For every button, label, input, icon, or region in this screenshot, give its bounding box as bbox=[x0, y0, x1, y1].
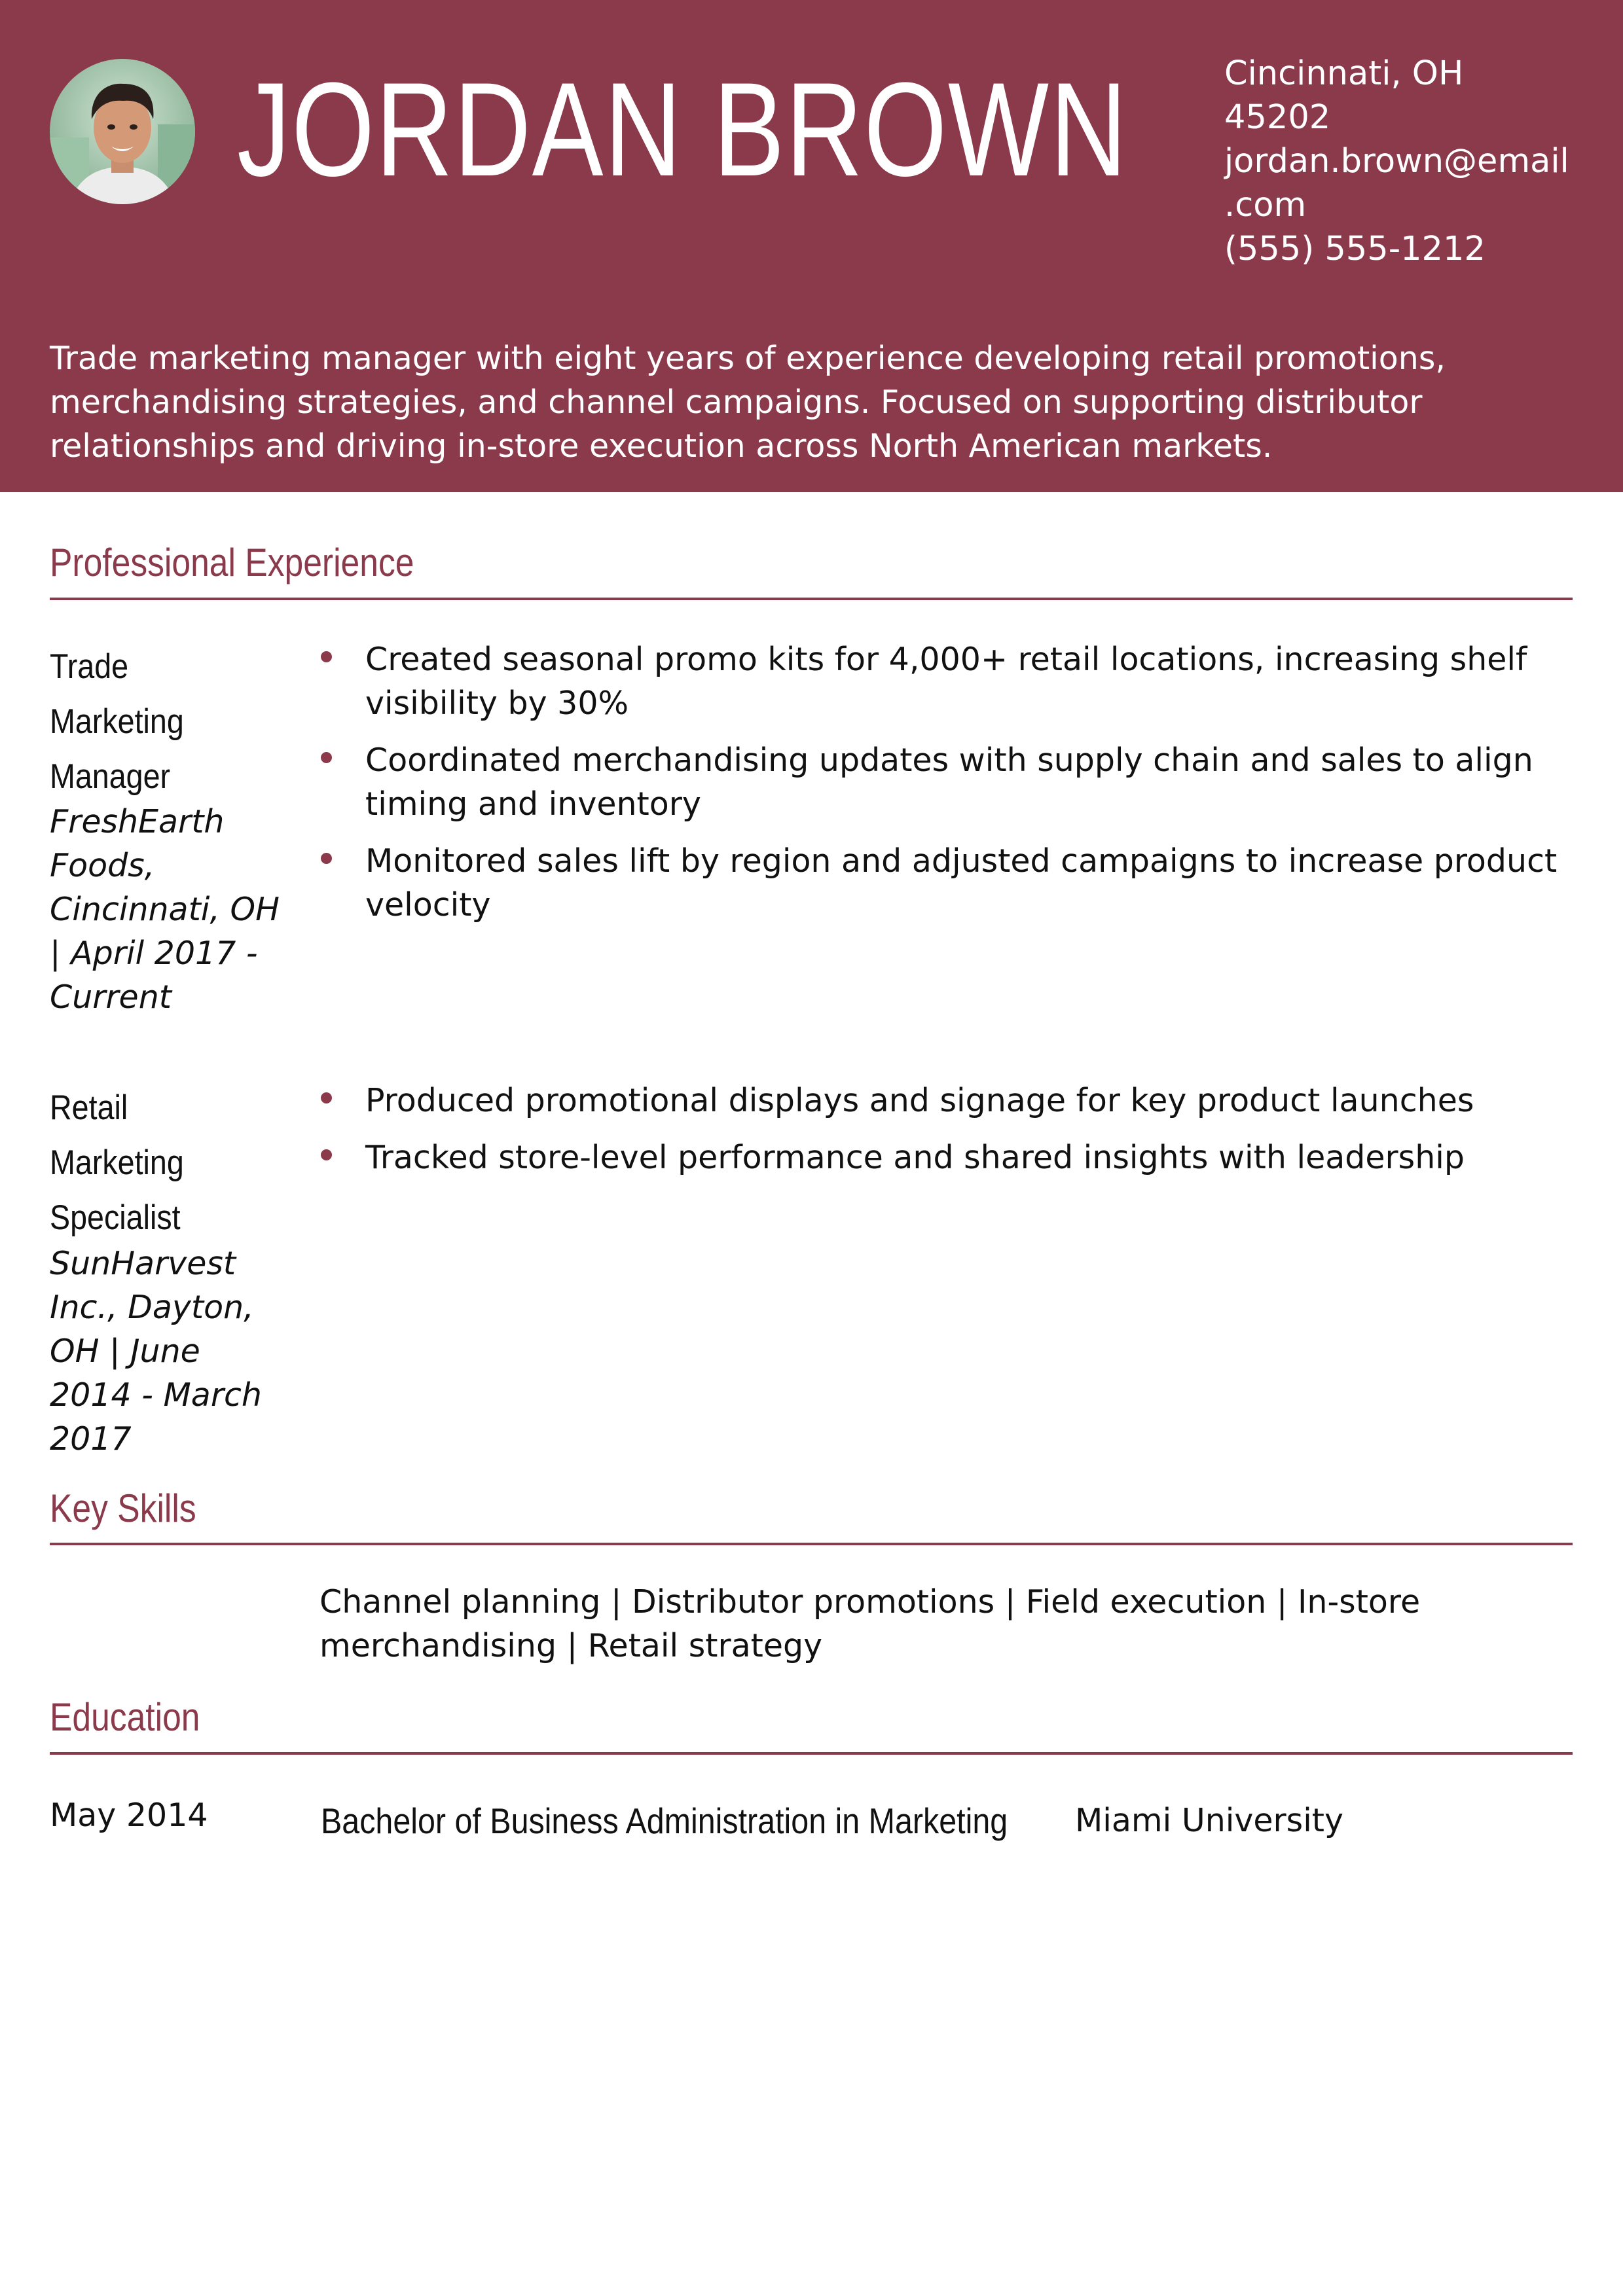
school-name: Miami University bbox=[1075, 1802, 1344, 1839]
job-title bbox=[50, 1081, 285, 1246]
email-line[interactable]: jordan.brown@email bbox=[1224, 142, 1569, 181]
degree-name: Bachelor of Business Administration in Marketing bbox=[321, 1801, 1008, 1841]
job-title-line: Trade bbox=[50, 647, 129, 686]
zip-line: 45202 bbox=[1224, 98, 1331, 137]
address-line: Cincinnati, OH bbox=[1224, 54, 1464, 93]
contact-info bbox=[1224, 52, 1591, 271]
job-title-line: Marketing bbox=[50, 702, 184, 741]
job-title-line: Specialist bbox=[50, 1198, 181, 1237]
list-item: Monitored sales lift by region and adjusted campaigns to increase product velocity bbox=[319, 839, 1577, 927]
experience-divider bbox=[50, 598, 1573, 600]
candidate-name: JORDAN BROWN bbox=[237, 55, 1129, 204]
job-company-dates: FreshEarth Foods, Cincinnati, OH | April 2017 - Current bbox=[50, 803, 280, 1016]
job-company-dates: SunHarvest Inc., Dayton, OH | June 2014 - March 2017 bbox=[50, 1245, 262, 1458]
experience-heading: Professional Experience bbox=[50, 541, 414, 584]
job-bullet-list bbox=[319, 637, 1577, 940]
skills-divider bbox=[50, 1543, 1573, 1545]
education-entry bbox=[321, 1795, 1344, 1847]
email-line-continued[interactable]: .com bbox=[1224, 186, 1307, 224]
education-heading: Education bbox=[50, 1695, 200, 1739]
skills-list: Channel planning | Distributor promotions | Field execution | In-store merchandising | Retail strategy bbox=[319, 1583, 1421, 1664]
list-item: Tracked store-level performance and shared insights with leadership bbox=[319, 1136, 1577, 1179]
job-bullet-list bbox=[319, 1079, 1577, 1193]
job-title bbox=[50, 639, 285, 804]
phone-number[interactable]: (555) 555-1212 bbox=[1224, 230, 1486, 268]
resume-header bbox=[0, 0, 1623, 492]
job-title-line: Marketing bbox=[50, 1143, 184, 1182]
list-item: Created seasonal promo kits for 4,000+ retail locations, increasing shelf visibility by 30% bbox=[319, 637, 1577, 725]
professional-summary: Trade marketing manager with eight years of experience developing retail promotions, merchandising strategies, and channel campaigns. Focused on supporting distributor relationships and driving in-store execution across North American markets. bbox=[50, 340, 1446, 465]
graduation-date: May 2014 bbox=[50, 1797, 208, 1834]
list-item: Produced promotional displays and signage for key product launches bbox=[319, 1079, 1577, 1122]
education-divider bbox=[50, 1752, 1573, 1755]
job-title-line: Manager bbox=[50, 757, 171, 796]
job-title-line: Retail bbox=[50, 1088, 128, 1127]
list-item: Coordinated merchandising updates with supply chain and sales to align timing and inventory bbox=[319, 738, 1577, 826]
profile-photo-image bbox=[50, 59, 195, 204]
profile-photo bbox=[50, 59, 195, 204]
skills-heading: Key Skills bbox=[50, 1486, 196, 1530]
